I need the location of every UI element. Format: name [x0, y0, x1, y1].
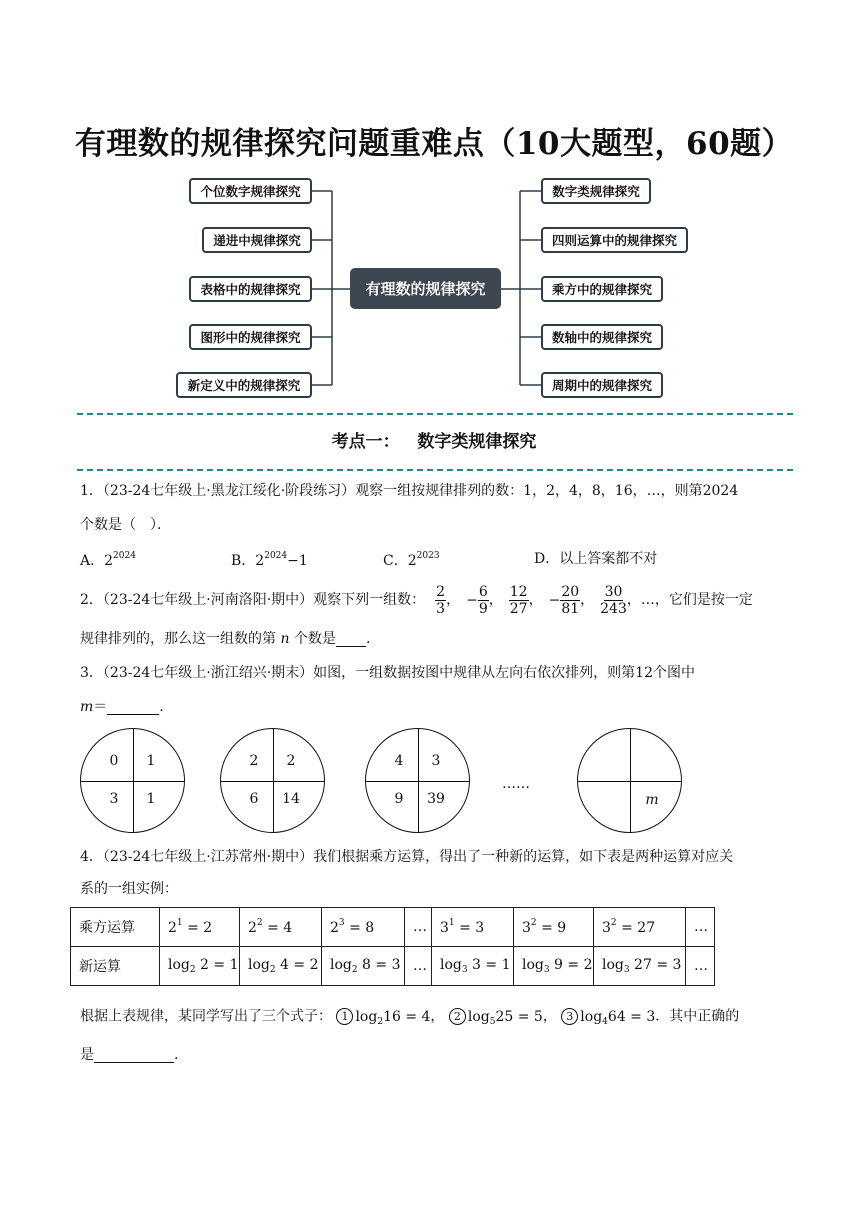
- table-cell: $\log_2 4 = 2$: [240, 947, 322, 986]
- table-row: [71, 908, 715, 947]
- mindmap-right-1: 数字类规律探究: [541, 178, 651, 204]
- q3-answer-blank[interactable]: [107, 700, 159, 715]
- page-title: 有理数的规律探究问题重难点（10大题型，60题）: [74, 126, 794, 162]
- q3-circle-2: 2 2 6 14: [220, 728, 325, 833]
- table-cell: …: [686, 908, 715, 947]
- q4-line1: 4．（23-24七年级上·江苏常州·期中）我们根据乘方运算，得出了一种新的运算，如下表是两种运算对应关: [80, 849, 734, 865]
- mindmap-left-4: 图形中的规律探究: [189, 324, 312, 350]
- q1-option-a: A．$2^{2024}$: [80, 551, 136, 569]
- table-row-label: 乘方运算: [71, 908, 160, 947]
- table-cell: …: [405, 908, 432, 947]
- q3-line1: 3．（23-24七年级上·浙江绍兴·期末）如图，一组数据按图中规律从左向右依次排列，则第12个图中: [80, 665, 695, 681]
- q4-after-line: 根据上表规律，某同学写出了三个式子： 1 $\log_216 = 4$， 2 $\log_525 = 5$， 3 $\log_464 = 3$．其中正确的: [80, 1008, 740, 1027]
- mindmap-connectors: [0, 0, 868, 420]
- q2-frac-1: $\frac{2}{3}$: [436, 583, 446, 617]
- q4-line2: 系的一组实例：: [80, 881, 178, 897]
- table-cell: $2^1 = 2$: [160, 908, 240, 947]
- q3-ellipsis: ……: [502, 776, 530, 792]
- mindmap-left-1: 个位数字规律探究: [189, 178, 312, 204]
- q2-frac-2: − $\frac{6}{9}$: [466, 583, 488, 617]
- mindmap-right-3: 乘方中的规律探究: [541, 276, 663, 302]
- q1-option-c: C．$2^{2023}$: [383, 551, 440, 569]
- mindmap-left-5: 新定义中的规律探究: [176, 372, 312, 398]
- section-title: [0, 427, 868, 452]
- section-divider-top: [77, 413, 793, 415]
- q4-formula-2: 2 $\log_525 = 5$: [449, 1009, 543, 1025]
- table-cell: $2^3 = 8$: [322, 908, 405, 947]
- q1-stem-line2: 个数是（ ）．: [80, 517, 171, 533]
- section-divider-bottom: [77, 469, 793, 471]
- section-label: 考点一：: [331, 432, 400, 452]
- table-cell: …: [686, 947, 715, 986]
- mindmap-right-5: 周期中的规律探究: [541, 372, 663, 398]
- q2-frac-4: − $\frac{20}{81}$: [548, 583, 580, 617]
- table-cell: $\log_3 3 = 1$: [432, 947, 514, 986]
- table-cell: $\log_2 8 = 3$: [322, 947, 405, 986]
- table-cell: $\log_2 2 = 1$: [160, 947, 240, 986]
- q2-suffix: ，…，它们是按一定: [626, 592, 753, 608]
- mindmap-right-2: 四则运算中的规律探究: [541, 227, 688, 253]
- q2-frac-3: $\frac{12}{27}$: [509, 583, 528, 617]
- q2-line1: 2．（23-24七年级上·河南洛阳·期中）观察下列一组数： $\frac{2}{3}$ ， − $\frac{6}{9}$ ， $\frac{12}{27}$ ， − $\frac{20}{81}$ ， $\frac{30}{243}$ ，…，它们是按一定: [80, 583, 753, 617]
- mindmap-left-2: 递进中规律探究: [202, 227, 312, 253]
- q2-answer-blank[interactable]: [336, 632, 366, 647]
- table-cell: $3^2 = 9$: [514, 908, 594, 947]
- q1-option-d: D．以上答案都不对: [534, 551, 658, 567]
- q4-formula-3: 3 $\log_464 = 3$: [561, 1009, 655, 1025]
- q2-frac-5: $\frac{30}{243}$: [600, 583, 627, 617]
- q3-circle-12: m: [577, 728, 682, 833]
- table-cell: …: [405, 947, 432, 986]
- q3-circle-1: 0 1 3 1: [80, 728, 185, 833]
- table-cell: $\log_3 9 = 2$: [514, 947, 594, 986]
- q1-option-b: B．$2^{2024}-1$: [231, 551, 308, 569]
- q2-line2: 规律排列的，那么这一组数的第 n 个数是 .: [80, 631, 371, 647]
- mindmap-center: 有理数的规律探究: [350, 268, 501, 309]
- table-cell: $2^2 = 4$: [240, 908, 322, 947]
- table-cell: $3^2 = 27$: [594, 908, 686, 947]
- table-cell: $3^1 = 3$: [432, 908, 514, 947]
- q4-formula-1: 1 $\log_216 = 4$: [336, 1009, 430, 1025]
- q4-operation-table: [70, 907, 715, 986]
- q4-last-line: 是 .: [80, 1047, 179, 1063]
- q4-answer-blank[interactable]: [94, 1048, 174, 1063]
- mindmap-left-3: 表格中的规律探究: [189, 276, 312, 302]
- table-row-label: 新运算: [71, 947, 160, 986]
- q2-prefix: 2．（23-24七年级上·河南洛阳·期中）观察下列一组数：: [80, 592, 426, 608]
- q3-line2: m＝ .: [80, 699, 164, 715]
- table-cell: $\log_3 27 = 3$: [594, 947, 686, 986]
- q1-stem-line1: 1．（23-24七年级上·黑龙江绥化·阶段练习）观察一组按规律排列的数：1，2，4，8，16，…，则第2024: [80, 483, 739, 499]
- mindmap-right-4: 数轴中的规律探究: [541, 324, 663, 350]
- table-row: [71, 947, 715, 986]
- section-name: 数字类规律探究: [417, 432, 537, 452]
- q3-circle-3: 4 3 9 39: [365, 728, 470, 833]
